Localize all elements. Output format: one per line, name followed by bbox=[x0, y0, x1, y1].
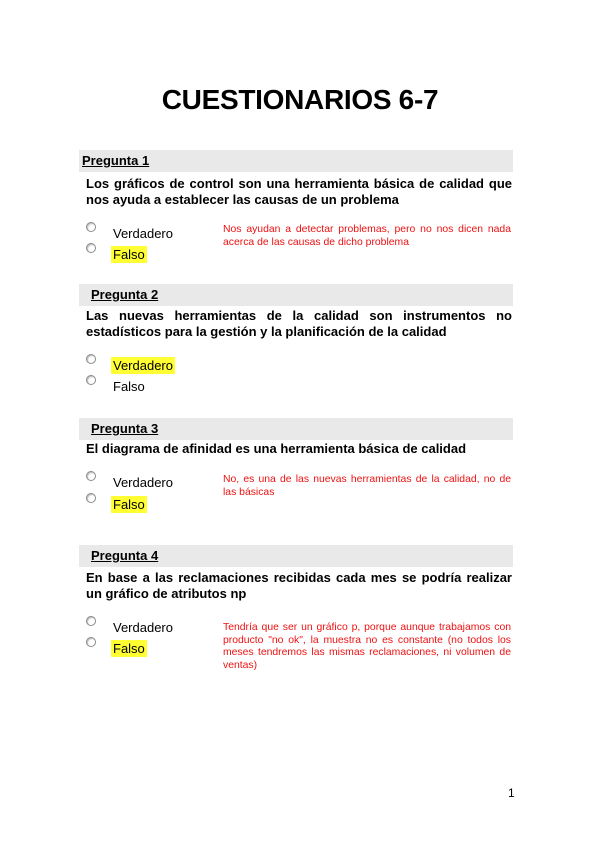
answer-note-1: Nos ayudan a detectar problemas, pero no nos dicen nada acerca de las causas de dicho problema bbox=[223, 224, 511, 248]
question-label-2: Pregunta 2 bbox=[91, 287, 159, 302]
question-text-2: Las nuevas herramientas de la calidad son instrumentos no estadísticos para la gestión y la planificación de la calidad bbox=[86, 308, 512, 339]
question-label-3: Pregunta 3 bbox=[91, 421, 159, 436]
radio-button[interactable] bbox=[86, 222, 96, 232]
page-number: 1 bbox=[508, 786, 515, 800]
radio-button[interactable] bbox=[86, 471, 96, 481]
question-header-3 bbox=[79, 418, 513, 440]
question-text-3: El diagrama de afinidad es una herramienta básica de calidad bbox=[86, 441, 467, 456]
option-label-highlighted: Falso bbox=[113, 641, 145, 656]
question-header-4 bbox=[79, 545, 513, 567]
question-header-1 bbox=[79, 150, 513, 172]
radio-button[interactable] bbox=[86, 243, 96, 253]
question-text-4: En base a las reclamaciones recibidas cada mes se podría realizar un gráfico de atributos np bbox=[86, 570, 512, 601]
answer-note-4: Tendría que ser un gráfico p, porque aunque trabajamos con producto "no ok", la muestra no es constante (no todos los meses tendremos las mismas reclamaciones, ni volumen de ventas) bbox=[223, 622, 511, 671]
option-label: Verdadero bbox=[113, 620, 173, 635]
option-label-highlighted: Falso bbox=[113, 247, 145, 262]
option-label: Falso bbox=[113, 379, 145, 394]
page-title: CUESTIONARIOS 6-7 bbox=[161, 84, 439, 115]
radio-button[interactable] bbox=[86, 493, 96, 503]
radio-button[interactable] bbox=[86, 354, 96, 364]
question-text-1: Los gráficos de control son una herramienta básica de calidad que nos ayuda a establecer las causas de un problema bbox=[86, 176, 512, 207]
question-header-2 bbox=[79, 284, 513, 306]
radio-button[interactable] bbox=[86, 637, 96, 647]
radio-button[interactable] bbox=[86, 375, 96, 385]
option-label-highlighted: Verdadero bbox=[113, 358, 173, 373]
option-label: Verdadero bbox=[113, 226, 173, 241]
question-label-1: Pregunta 1 bbox=[82, 153, 150, 168]
option-label-highlighted: Falso bbox=[113, 497, 145, 512]
question-label-4: Pregunta 4 bbox=[91, 548, 159, 563]
answer-note-3: No, es una de las nuevas herramientas de la calidad, no de las básicas bbox=[223, 474, 511, 498]
option-label: Verdadero bbox=[113, 475, 173, 490]
radio-button[interactable] bbox=[86, 616, 96, 626]
